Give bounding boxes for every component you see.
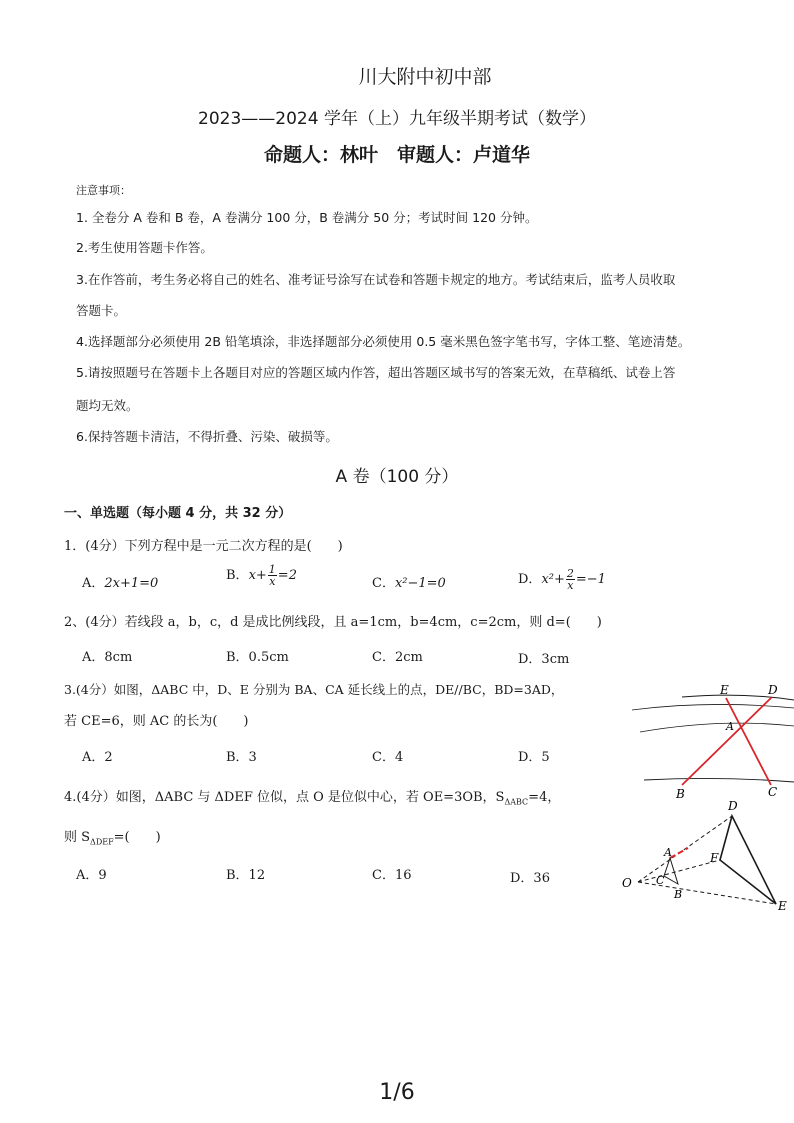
q3-option-a: A．2	[82, 750, 113, 765]
q4-triangle-abc	[664, 858, 678, 884]
q1-option-d-pre: x²+	[541, 572, 565, 587]
q1-option-c	[372, 572, 446, 591]
q1-option-c-text: x²−1=0	[394, 576, 446, 591]
note-item: 6.保持答题卡清洁，不得折叠、污染、破损等。	[76, 429, 338, 444]
q4-ray-od	[638, 816, 732, 882]
note-item: 2.考生使用答题卡作答。	[76, 240, 213, 255]
q4-label-o: O	[622, 876, 632, 890]
q3-option-c: C．4	[372, 750, 404, 765]
q3-line-bc	[644, 778, 794, 782]
q1-option-b	[226, 564, 297, 587]
q4-option-c: C．16	[372, 868, 412, 883]
q2-option-c: C．2cm	[372, 650, 423, 665]
q4-stem2-post: =( )	[113, 830, 161, 845]
note-item: 4.选择题部分必须使用 2B 铅笔填涂，非选择题部分必须使用 0.5 毫米黑色签字笔书写，字体工整、笔迹清楚。	[76, 334, 691, 349]
q4-option-d: D．36	[510, 871, 550, 886]
notes-heading: 注意事项：	[76, 184, 131, 197]
q4-label-d: D	[728, 799, 738, 813]
fraction-numerator: 2	[566, 567, 574, 580]
q2-option-b: B．0.5cm	[226, 650, 289, 665]
q4-label-c: C	[656, 874, 665, 887]
q3-line-db	[682, 697, 772, 785]
q4-stem2-subscript: ΔDEF	[90, 837, 114, 847]
q1-option-d-label: D．	[518, 572, 542, 587]
q1-option-b-pre: x+	[248, 568, 267, 583]
note-item: 3.在作答前，考生务必将自己的姓名、准考证号涂写在试卷和答题卡规定的地方。考试结束后，监考人员收取	[76, 272, 676, 287]
note-item: 1. 全卷分 A 卷和 B 卷，A 卷满分 100 分，B 卷满分 50 分；考试时间 120 分钟。	[76, 210, 538, 225]
q3-option-b: B．3	[226, 750, 257, 765]
note-item: 题均无效。	[76, 398, 139, 413]
q3-parallel-line-top	[632, 704, 794, 710]
part1-heading: 一、单选题（每小题 4 分，共 32 分）	[64, 506, 292, 521]
q3-parallel-line-mid	[640, 723, 794, 732]
q4-figure	[618, 796, 794, 920]
q1-stem: 1．(4分）下列方程中是一元二次方程的是( )	[64, 539, 343, 554]
q3-label-e: E	[720, 683, 729, 697]
q4-option-a: A．9	[76, 868, 107, 883]
q1-option-b-fraction	[268, 564, 277, 587]
q4-option-b: B．12	[226, 868, 266, 883]
q2-stem: 2、(4分）若线段 a，b，c，d 是成比例线段，且 a=1cm，b=4cm，c=2cm，则 d=( )	[64, 615, 602, 630]
note-item: 5.请按照题号在答题卡上各题目对应的答题区域内作答，超出答题区域书写的答案无效，在草稿纸、试卷上答	[76, 365, 676, 380]
q4-stem2-text: 则 S	[64, 830, 91, 845]
fraction-denominator: x	[269, 575, 276, 588]
fraction-denominator: x	[567, 579, 574, 592]
q3-line-ec	[726, 698, 771, 785]
q3-label-d: D	[768, 683, 778, 697]
q3-figure	[630, 680, 794, 800]
q4-label-e: E	[778, 899, 787, 913]
q1-option-a-text: 2x+1=0	[104, 576, 159, 591]
q4-stem-line2	[64, 826, 161, 847]
q2-option-d: D．3cm	[518, 652, 570, 667]
q4-stem-line1	[64, 786, 560, 807]
q4-red-mark	[670, 848, 688, 858]
q4-stem-subscript: ΔABC	[504, 797, 529, 807]
note-item: 答题卡。	[76, 303, 127, 318]
q1-option-d	[518, 568, 606, 591]
exam-authors: 命题人：林叶 审题人：卢道华	[263, 144, 530, 166]
q1-option-a	[82, 572, 158, 591]
q1-option-d-fraction	[566, 568, 575, 591]
q1-option-b-post: =2	[277, 568, 297, 583]
q1-option-b-label: B．	[226, 568, 249, 583]
q1-option-c-label: C．	[372, 576, 395, 591]
q3-label-a: A	[726, 720, 734, 733]
q4-stem-post: =4，	[528, 790, 561, 805]
q3-stem-line1: 3.(4分）如图，ΔABC 中，D、E 分别为 BA、CA 延长线上的点，DE//BC，BD=3AD，	[64, 682, 564, 697]
exam-title: 2023——2024 学年（上）九年级半期考试（数学）	[198, 109, 596, 129]
q3-label-b: B	[676, 787, 685, 800]
q4-label-f: F	[710, 851, 719, 865]
school-title: 川大附中初中部	[358, 66, 492, 88]
q4-stem-text: 4.(4分）如图，ΔABC 与 ΔDEF 位似，点 O 是位似中心，若 OE=3OB，S	[64, 790, 505, 805]
q3-option-d: D．5	[518, 750, 550, 765]
q4-label-b: B	[674, 888, 683, 901]
q2-option-a: A．8cm	[82, 650, 133, 665]
fraction-numerator: 1	[268, 563, 276, 576]
section-a-title: A 卷（100 分）	[335, 467, 459, 487]
q1-option-d-post: =−1	[575, 572, 606, 587]
q4-ray-of	[638, 860, 720, 882]
q1-option-a-label: A．	[82, 576, 105, 591]
q3-label-c: C	[768, 785, 778, 799]
page-number: 1/6	[379, 1080, 415, 1105]
q3-stem-line2: 若 CE=6，则 AC 的长为( )	[64, 714, 249, 729]
q4-label-a: A	[664, 846, 672, 859]
q4-triangle-def	[720, 816, 776, 904]
